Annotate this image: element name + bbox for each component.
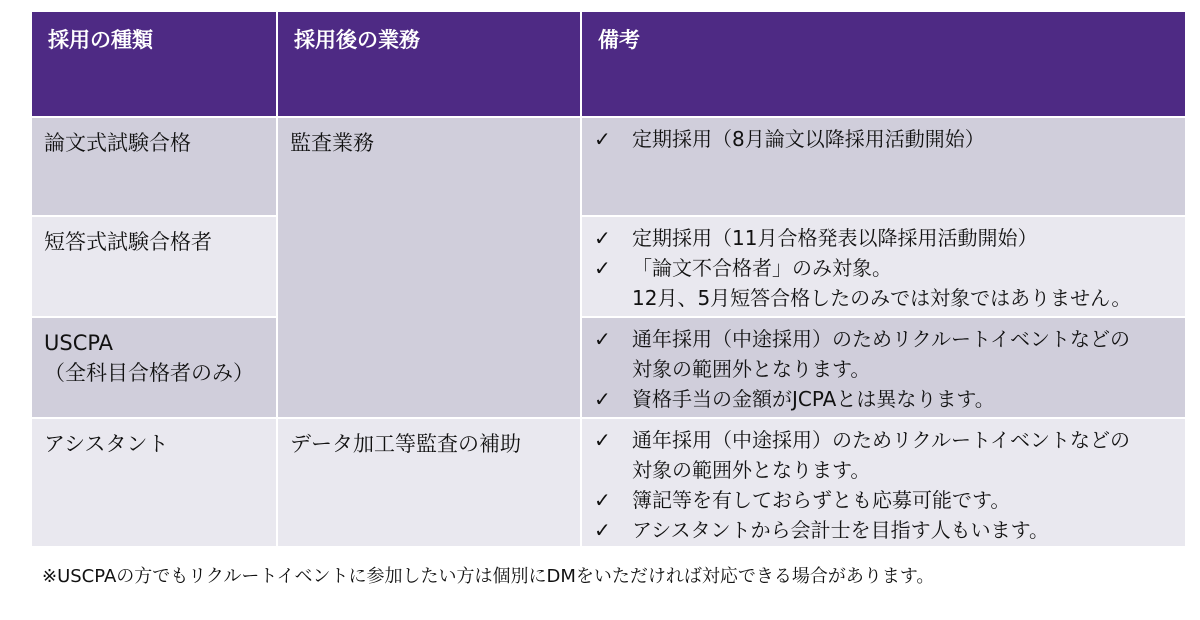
row4-type-cell (32, 419, 276, 546)
note-text: 定期採用（8月論文以降採用活動開始） (632, 127, 985, 151)
row3-type-cell (32, 318, 276, 417)
check-icon: ✓ (594, 488, 611, 512)
note-item (594, 223, 1181, 253)
note-item (594, 124, 1181, 154)
check-icon: ✓ (594, 387, 611, 411)
header-cell-duty: 採用後の業務 (278, 12, 580, 116)
check-icon: ✓ (594, 226, 611, 250)
note-text: 簿記等を有しておらずとも応募可能です。 (632, 488, 1011, 512)
header-cell-type: 採用の種類 (32, 12, 276, 116)
row4-type-text: アシスタント (44, 432, 169, 456)
note-text: 定期採用（11月合格発表以降採用活動開始） (632, 226, 1038, 250)
row2-type-text: 短答式試験合格者 (44, 230, 212, 254)
duty-cell-audit (278, 118, 580, 417)
footnote: ※USCPAの方でもリクルートイベントに参加したい方は個別にDMをいただければ対応できる場合があります。 (42, 566, 935, 587)
row3-type-text: USCPA （全科目合格者のみ） (44, 331, 254, 385)
note-item (594, 485, 1181, 515)
note-item (594, 425, 1181, 485)
duty-assistant-text: データ加工等監査の補助 (290, 432, 521, 456)
note-item (594, 515, 1181, 545)
header-cell-notes: 備考 (582, 12, 1185, 116)
note-text: アシスタントから会計士を目指す人もいます。 (632, 518, 1049, 542)
row4-notes-cell (582, 419, 1185, 546)
row1-type-cell (32, 118, 276, 215)
check-icon: ✓ (594, 127, 611, 151)
recruitment-table (32, 12, 1185, 546)
row2-type-cell (32, 217, 276, 316)
check-icon: ✓ (594, 327, 611, 351)
note-item (594, 253, 1181, 313)
note-text: 通年採用（中途採用）のためリクルートイベントなどの 対象の範囲外となります。 (632, 428, 1130, 482)
note-text: 通年採用（中途採用）のためリクルートイベントなどの 対象の範囲外となります。 (632, 327, 1130, 381)
check-icon: ✓ (594, 256, 611, 280)
note-item (594, 324, 1181, 384)
note-text: 資格手当の金額がJCPAとは異なります。 (632, 387, 995, 411)
duty-cell-assistant (278, 419, 580, 546)
row3-notes-cell (582, 318, 1185, 417)
check-icon: ✓ (594, 428, 611, 452)
note-item (594, 384, 1181, 414)
check-icon: ✓ (594, 518, 611, 542)
row1-notes-cell (582, 118, 1185, 215)
duty-audit-text: 監査業務 (290, 131, 374, 155)
row2-notes-cell (582, 217, 1185, 316)
row1-type-text: 論文式試験合格 (44, 131, 191, 155)
note-text: 「論文不合格者」のみ対象。 12月、5月短答合格したのみでは対象ではありません。 (632, 256, 1132, 310)
